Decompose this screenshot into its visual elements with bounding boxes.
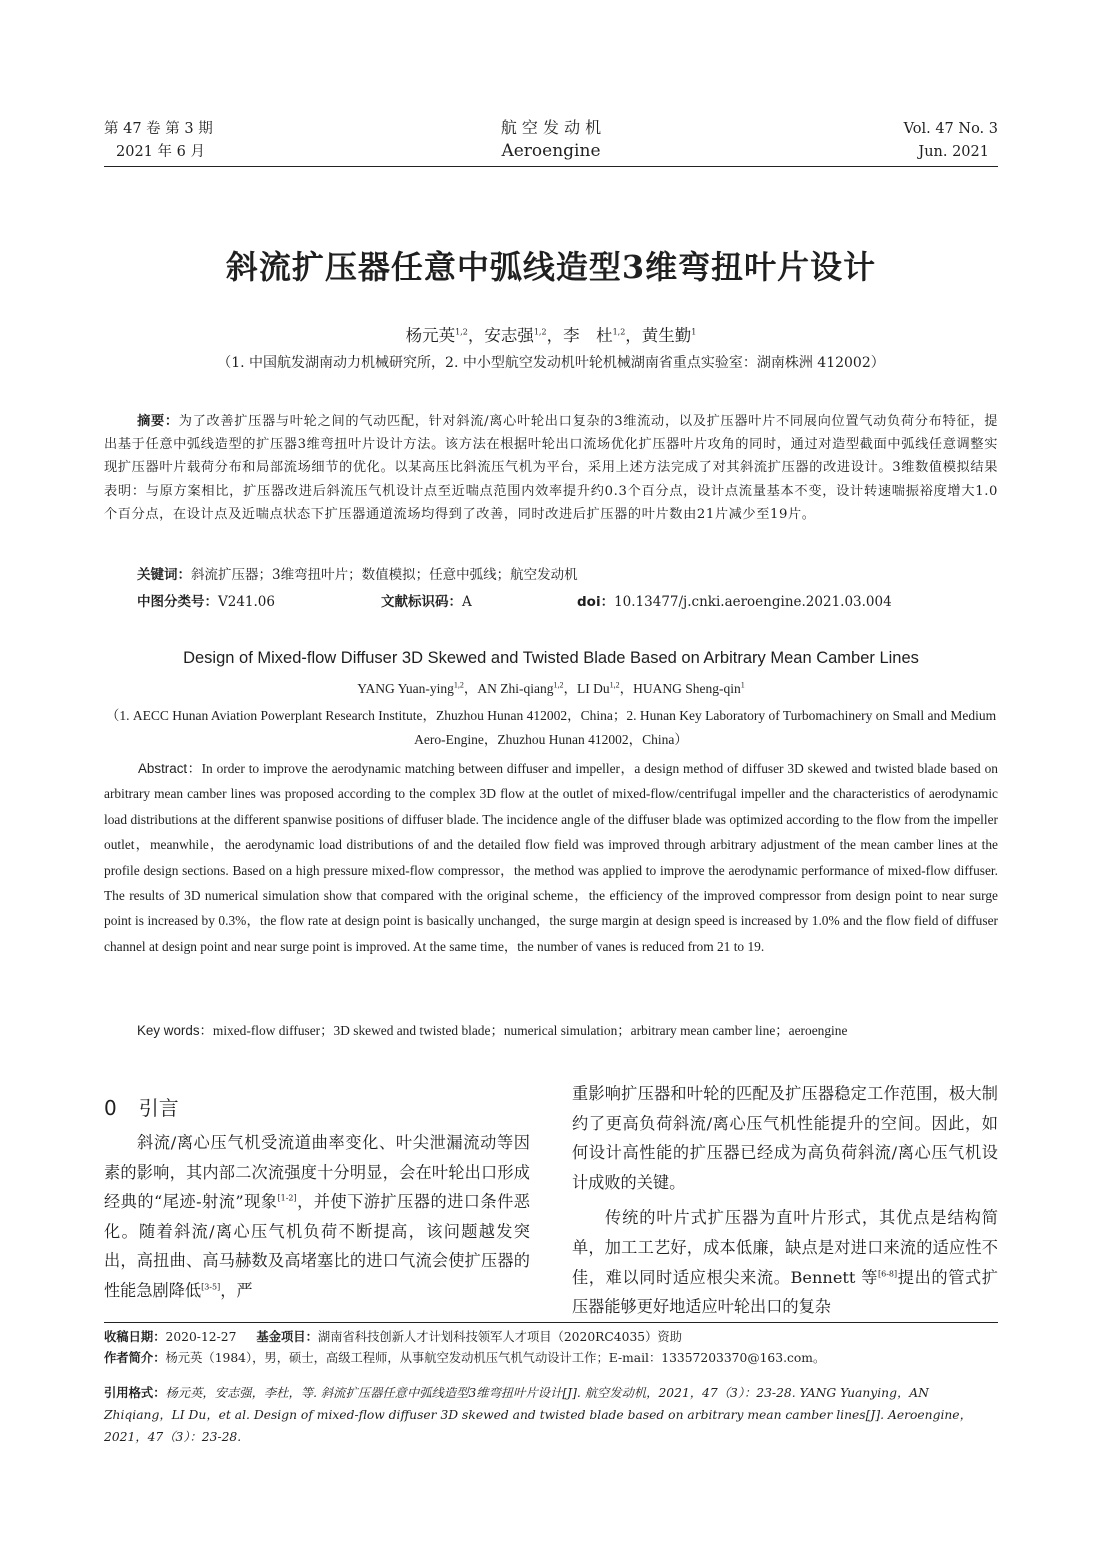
body-text: 传统的叶片式扩压器为直叶片形式，其优点是结构简单，加工工艺好，成本低廉，缺点是对进口来流的适应性不佳，难以同时适应根尖来流。Bennett 等 <box>572 1208 998 1287</box>
body-text: ，并使下游扩压器的进口条件恶化。随着斜流/离心压气机负荷不断提高，该问题越发突出，高扭曲、高马赫数及高堵塞比的进口气流会使扩压器的性能急剧降低 <box>104 1192 530 1300</box>
author-name: AN Zhi-qiang <box>477 681 554 696</box>
bio-label: 作者简介： <box>104 1351 166 1365</box>
author-affil-mark: 1 <box>691 327 697 337</box>
affiliation-cn: （1. 中国航发湖南动力机械研究所，2. 中小型航空发动机叶轮机械湖南省重点实验室：湖南株洲 412002） <box>217 355 885 371</box>
section-heading <box>104 1092 179 1121</box>
fund-label: 基金项目： <box>256 1330 318 1344</box>
abstract-en-text: In order to improve the aerodynamic matching between diffuser and impeller，a design method of diffuser 3D skewed and twisted blade based on arbitrary mean camber lines was proposed according to the complex 3D flow at the outlet of mixed-flow/centrifugal impeller and the characteristics of aerodynamic load distributions at the different spanwise positions of diffuser blade. The incidence angle of the diffuser blade was optimized according to the flow from the impeller outlet，meanwhile，the aerodynamic load distributions of and the detailed flow field was improved through arbitrary adjustment of the mean camber lines at the profile design sections. Based on a high pressure mixed-flow compressor，the method was applied to improve the aerodynamic performance of mixed-flow diffuser. The results of 3D numerical simulation show that compared with the original scheme，the efficiency of the improved compressor from design point to near surge point is increased by 0.3%，the flow rate at design point is basically unchanged，the surge margin at design speed is increased by 1.0% and the flow field of diffuser channel at design point and near surge point is improved. At the same time，the number of vanes is reduced from 21 to 19. <box>104 761 999 954</box>
date-en: Jun. 2021 <box>918 144 989 160</box>
author-affil-mark: 1,2 <box>609 680 620 690</box>
journal-name-en: Aeroengine <box>501 141 601 161</box>
author-name: HUANG Sheng-qin <box>633 681 741 696</box>
author-name: 黄生勤 <box>641 326 692 345</box>
footnote-author-bio <box>104 1348 998 1369</box>
abstract-en <box>104 756 998 959</box>
bio-value: 杨元英（1984），男，硕士，高级工程师，从事航空发动机压气机气动设计工作；E-mail：13357203370@163.com。 <box>165 1351 826 1365</box>
citation-label: 引用格式： <box>104 1386 166 1400</box>
author-name: 杨元英 <box>405 326 456 345</box>
keywords-cn-text: 斜流扩压器；3维弯扭叶片；数值模拟；任意中弧线；航空发动机 <box>191 567 578 583</box>
author-affil-mark: 1,2 <box>553 680 564 690</box>
paper-title-en: Design of Mixed-flow Diffuser 3D Skewed and Twisted Blade Based on Arbitrary Mean Camber Lines <box>183 649 919 667</box>
keywords-en <box>137 1020 847 1039</box>
issue-cn: 第 47 卷 第 3 期 <box>104 121 213 137</box>
keywords-cn <box>137 565 578 585</box>
clc-value: V241.06 <box>218 594 275 610</box>
document-code-label: 文献标识码： <box>381 594 462 610</box>
body-paragraph: 重影响扩压器和叶轮的匹配及扩压器稳定工作范围，极大制约了更高负荷斜流/离心压气机性能提升的空间。因此，如何设计高性能的扩压器已经成为高负荷斜流/离心压气机设计成败的关键。 <box>572 1084 998 1192</box>
citation-ref[interactable]: [1-2] <box>277 1193 297 1203</box>
keywords-en-text: mixed-flow diffuser；3D skewed and twisted blade；numerical simulation；arbitrary mean camber line；aeroengine <box>212 1023 848 1038</box>
author-name: LI Du <box>576 681 610 696</box>
citation-ref[interactable]: [6-8] <box>878 1269 898 1279</box>
citation-format <box>104 1382 998 1448</box>
document-code-value: A <box>462 594 472 610</box>
abstract-en-label: Abstract： <box>138 761 202 776</box>
paper-title-cn: 斜流扩压器任意中弧线造型3维弯扭叶片设计 <box>225 248 877 286</box>
clc-number <box>137 592 275 612</box>
citation-ref[interactable]: [3-5] <box>201 1282 221 1292</box>
footnote-received-fund <box>104 1327 998 1348</box>
body-column-left <box>104 1128 530 1306</box>
volume-en: Vol. 47 No. 3 <box>903 121 998 137</box>
received-label: 收稿日期： <box>104 1330 166 1344</box>
section-title: 引言 <box>138 1096 179 1120</box>
author-name: 李 杜 <box>563 326 613 345</box>
author-affil-mark: 1,2 <box>455 327 468 337</box>
abstract-cn-text: 为了改善扩压器与叶轮之间的气动匹配，针对斜流/离心叶轮出口复杂的3维流动，以及扩压器叶片不同展向位置气动负荷分布特征，提出基于任意中弧线造型的扩压器3维弯扭叶片设计方法。该方法在根据叶轮出口流场优化扩压器叶片攻角的同时，通过对造型截面中弧线任意调整实现扩压器叶片载荷分布和局部流场细节的优化。以某高压比斜流压气机为平台，采用上述方法完成了对其斜流扩压器的改进设计。3维数值模拟结果表明：与原方案相比，扩压器改进后斜流压气机设计点至近喘点范围内效率提升约0.3个百分点，设计点流量基本不变，设计转速喘振裕度增大1.0个百分点，在设计点及近喘点状态下扩压器通道流场均得到了改善，同时改进后扩压器的叶片数由21片减少至19片。 <box>104 414 998 522</box>
received-date: 2020-12-27 <box>165 1330 237 1344</box>
author-name: 安志强 <box>484 326 534 345</box>
body-text: 提出的管式扩压器能够更好地适应叶轮出口的复杂 <box>572 1267 998 1317</box>
keywords-cn-label: 关键词： <box>137 567 191 583</box>
authors-en: YANG Yuan-ying$^{1,2}$，AN Zhi-qiang$^{1,2}$，LI Du$^{1,2}$，HUANG Sheng-qin$^1$ <box>357 680 745 696</box>
author-affil-mark: 1 <box>740 680 745 690</box>
keywords-en-label: Key words： <box>137 1023 213 1038</box>
journal-name-cn: 航 空 发 动 机 <box>500 118 602 137</box>
citation-text: 杨元英，安志强，李杜，等. 斜流扩压器任意中弧线造型3维弯扭叶片设计[J]. 航空发动机，2021，47（3）：23-28. YANG Yuanying，AN Zhiqiang，LI Du，et al. Design of mixed-flow diffuser 3D skewed and twisted blade based on arbitrary mean camber lines[J]. Aeroengine，2021，47（3）：23-28. <box>104 1386 972 1444</box>
document-code <box>381 592 472 612</box>
date-cn: 2021 年 6 月 <box>116 144 205 160</box>
authors-cn: 杨元英$^{1,2}$，安志强$^{1,2}$，李 杜$^{1,2}$，黄生勤$^1$ <box>405 326 697 345</box>
doi[interactable] <box>577 592 892 612</box>
affiliation-en: （1. AECC Hunan Aviation Powerplant Research Institute，Zhuzhou Hunan 412002，China；2. Hunan Key Laboratory of Turbomachinery on Small and Medium Aero-Engine，Zhuzhou Hunan 412002，China） <box>105 708 997 747</box>
fund-value: 湖南省科技创新人才计划科技领军人才项目（2020RC4035）资助 <box>317 1330 682 1344</box>
doi-label: doi： <box>577 594 615 610</box>
author-affil-mark: 1,2 <box>453 680 464 690</box>
author-name: YANG Yuan-ying <box>357 681 454 696</box>
author-affil-mark: 1,2 <box>612 327 626 337</box>
body-column-right <box>572 1079 998 1322</box>
abstract-cn-label: 摘要： <box>137 414 179 429</box>
section-number: 0 <box>104 1096 117 1120</box>
body-paragraph <box>572 1203 998 1321</box>
doi-value[interactable]: 10.13477/j.cnki.aeroengine.2021.03.004 <box>614 594 892 610</box>
abstract-cn <box>104 410 998 526</box>
author-affil-mark: 1,2 <box>533 327 547 337</box>
body-text: ，严 <box>220 1280 253 1300</box>
header-rule <box>104 166 998 167</box>
body-text: 斜流/离心压气机受流道曲率变化、叶尖泄漏流动等因素的影响，其内部二次流强度十分明显，会在叶轮出口形成经典的“尾迹-射流”现象 <box>104 1133 530 1212</box>
clc-label: 中图分类号： <box>137 594 218 610</box>
footnote-rule <box>104 1322 998 1323</box>
body-paragraph <box>104 1128 530 1306</box>
